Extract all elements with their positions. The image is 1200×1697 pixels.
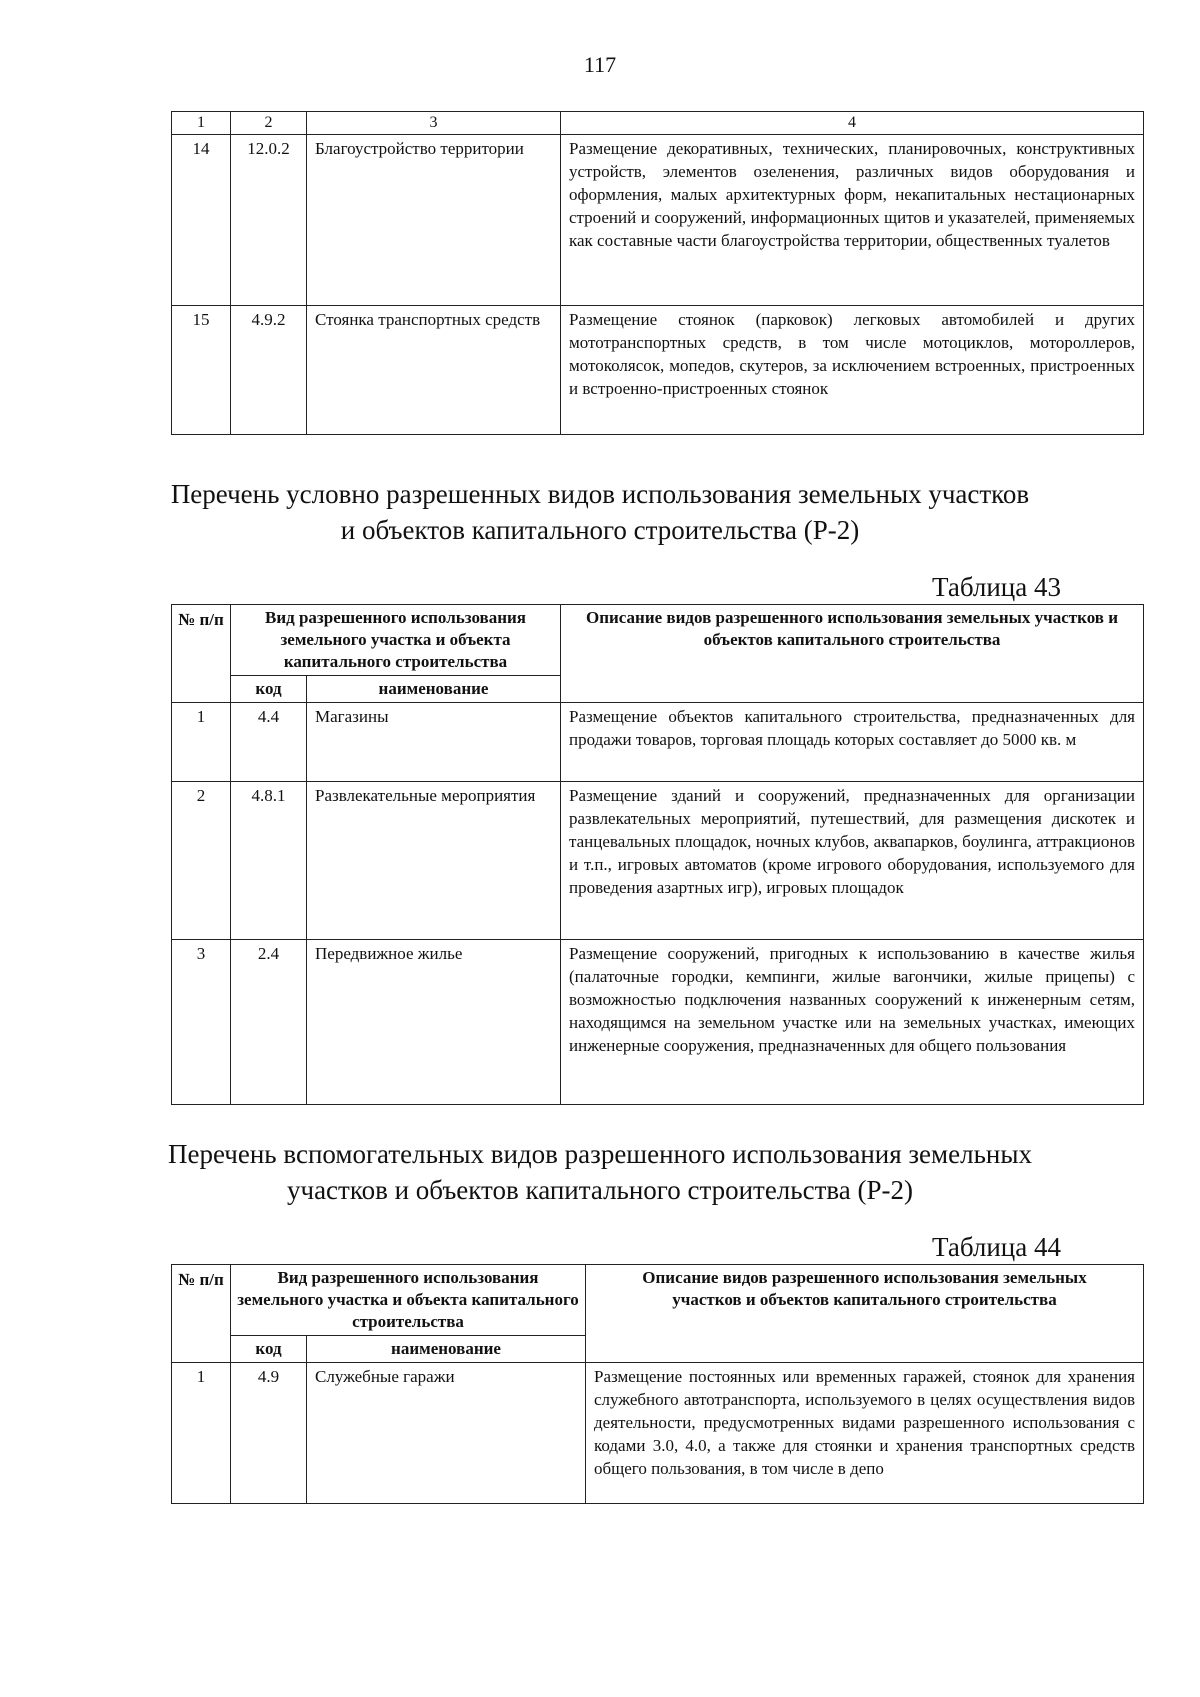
column-number: 1 [172,112,231,135]
section-title-line: участков и объектов капитального строительства (Р-2) [286,1175,913,1205]
header-vid: Вид разрешенного использования земельного участка и объекта капитального строительства [231,1265,586,1336]
table-44 [171,1264,1144,1504]
row-name: Служебные гаражи [307,1363,586,1504]
section-title-auxiliary [0,1136,1200,1208]
column-number: 2 [231,112,307,135]
table-row [172,306,1144,435]
table-header-row [172,605,1144,676]
page-number: 117 [583,52,617,77]
section-title-conditional [0,476,1200,548]
row-name: Стоянка транспортных средств [307,306,561,435]
table-row [172,703,1144,782]
row-code: 2.4 [231,940,307,1105]
row-code: 4.8.1 [231,782,307,940]
row-number: 14 [172,135,231,306]
header-vid: Вид разрешенного использования земельного участка и объекта капитального строительства [231,605,561,676]
header-name: наименование [307,676,561,703]
row-description: Размещение зданий и сооружений, предназначенных для организации развлекательных мероприятий, путешествий, для размещения дискотек и танцевальных площадок, ночных клубов, аквапарков, боулинга, аттракционов и т.п., игровых автоматов (кроме игрового оборудования, используемого для проведения азартных игр), игровых площадок [561,782,1144,940]
header-code: код [231,1336,307,1363]
row-description: Размещение постоянных или временных гаражей, стоянок для хранения служебного автотранспорта, используемого в целях осуществления видов деятельности, предусмотренных видами разрешенного использования с кодами 3.0, 4.0, а также для стоянки и хранения транспортных средств общего пользования, в том числе в депо [586,1363,1144,1504]
row-name: Благоустройство территории [307,135,561,306]
table-label-43: Таблица 43 [932,572,1061,602]
row-number: 1 [172,703,231,782]
header-number: № п/п [172,605,231,703]
section-title-line: Перечень условно разрешенных видов использования земельных участков [170,479,1030,509]
table-row [172,782,1144,940]
table-continuation [171,111,1144,435]
row-number: 3 [172,940,231,1105]
header-name: наименование [307,1336,586,1363]
header-description: Описание видов разрешенного использования земельных участков и объектов капитального строительства [586,1265,1144,1363]
row-code: 12.0.2 [231,135,307,306]
row-number: 15 [172,306,231,435]
table-row [172,1363,1144,1504]
column-number: 3 [307,112,561,135]
row-description: Размещение стоянок (парковок) легковых автомобилей и других мототранспортных средств, в том числе мотоциклов, мотороллеров, мотоколясок, мопедов, скутеров, за исключением встроенных, пристроенных и встроенно-пристроенных стоянок [561,306,1144,435]
row-code: 4.9 [231,1363,307,1504]
table-header-row [172,1265,1144,1336]
row-code: 4.9.2 [231,306,307,435]
row-number: 1 [172,1363,231,1504]
header-code: код [231,676,307,703]
header-description: Описание видов разрешенного использования земельных участков и объектов капитального строительства [561,605,1144,703]
table-43 [171,604,1144,1105]
row-name: Магазины [307,703,561,782]
table-row [172,940,1144,1105]
row-name: Развлекательные мероприятия [307,782,561,940]
table-label-44: Таблица 44 [932,1232,1061,1262]
header-number: № п/п [172,1265,231,1363]
row-name: Передвижное жилье [307,940,561,1105]
section-title-line: Перечень вспомогательных видов разрешенного использования земельных [168,1139,1032,1169]
row-code: 4.4 [231,703,307,782]
column-number: 4 [561,112,1144,135]
row-description: Размещение сооружений, пригодных к использованию в качестве жилья (палаточные городки, кемпинги, жилые вагончики, жилые прицепы) с возможностью подключения названных сооружений к инженерным сетям, находящимся на земельном участке или на земельных участках, имеющих инженерные сооружения, предназначенных для общего пользования [561,940,1144,1105]
row-description: Размещение объектов капитального строительства, предназначенных для продажи товаров, торговая площадь которых составляет до 5000 кв. м [561,703,1144,782]
row-description: Размещение декоративных, технических, планировочных, конструктивных устройств, элементов озеленения, различных видов оборудования и оформления, малых архитектурных форм, некапитальных нестационарных строений и сооружений, информационных щитов и указателей, применяемых как составные части благоустройства территории, общественных туалетов [561,135,1144,306]
table-row [172,135,1144,306]
row-number: 2 [172,782,231,940]
column-number-row [172,112,1144,135]
section-title-line: и объектов капитального строительства (Р-2) [340,515,860,545]
